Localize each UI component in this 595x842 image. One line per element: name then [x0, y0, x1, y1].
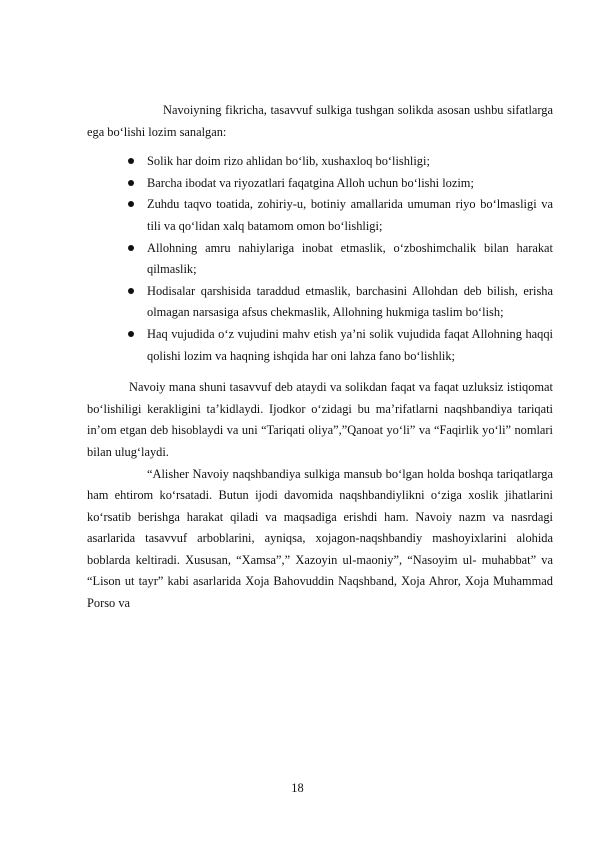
page-number: 18: [291, 781, 304, 795]
bullet-icon: [128, 180, 134, 186]
list-item: Barcha ibodat va riyozatlari faqatgina Alloh uchun bo‘lishi lozim;: [125, 173, 553, 195]
bullet-icon: [128, 245, 134, 251]
bullet-icon: [128, 288, 134, 294]
bullet-icon: [128, 331, 134, 337]
body-paragraph-1: Navoiy mana shuni tasavvuf deb ataydi va solikdan faqat va faqat uzluksiz istiqomat bo‘lishiligi kerakligini ta’kidlaydi. Ijodkor o‘zidagi bu ma’rifatlarni naqshbandiya tariqati in’om etgan deb hisoblaydi va uni “Tariqati oliya”,”Qanoat yo‘li” va “Faqirlik yo‘li” nomlari bilan ulug‘laydi.: [87, 380, 553, 459]
list-item: Haq vujudida o‘z vujudini mahv etish ya’ni solik vujudida faqat Allohning haqqi qolishi lozim va haqning ishqida har oni lahza fano bo‘lishlik;: [125, 324, 553, 367]
document-page: [87, 100, 553, 615]
body-paragraph-2: “Alisher Navoiy naqshbandiya sulkiga mansub bo‘lgan holda boshqa tariqatlarga ham ehtirom ko‘rsatadi. Butun ijodi davomida naqshbandiylikni o‘ziga xoslik jihatlarini ko‘rsatib berishga harakat qiladi va maqsadiga erishdi ham. Navoiy nazm va nasrdagi asarlarida tasavvuf arboblarini, ayniqsa, xojagon-naqshbandiy mashoyixlarini alohida boblarda keltiradi. Xususan, “Xamsa”,” Xazoyin ul-maoniy”, “Nasoyim ul- muhabbat” va “Lison ut tayr” kabi asarlarida Xoja Bahovuddin Naqshband, Xoja Ahror, Xoja Muhammad Porso va: [87, 466, 553, 611]
list-item: Zuhdu taqvo toatida, zohiriy-u, botiniy amallarida umuman riyo bo‘lmasligi va tili va qo‘lidan xalq batamom omon bo‘lishligi;: [125, 194, 553, 237]
bullet-icon: [128, 201, 134, 207]
list-item: Solik har doim rizo ahlidan bo‘lib, xushaxloq bo‘lishligi;: [125, 151, 553, 173]
list-item: Hodisalar qarshisida taraddud etmaslik, barchasini Allohdan deb bilish, erisha olmagan narsasiga afsus chekmaslik, Allohning hukmiga taslim bo‘lish;: [125, 281, 553, 324]
list-item: Allohning amru nahiylariga inobat etmaslik, o‘zboshimchalik bilan harakat qilmaslik;: [125, 238, 553, 281]
bullet-icon: [128, 158, 134, 164]
qualities-list: [87, 151, 553, 367]
intro-paragraph: Navoiyning fikricha, tasavvuf sulkiga tushgan solikda asosan ushbu sifatlarga ega bo‘lishi lozim sanalgan:: [87, 103, 553, 139]
